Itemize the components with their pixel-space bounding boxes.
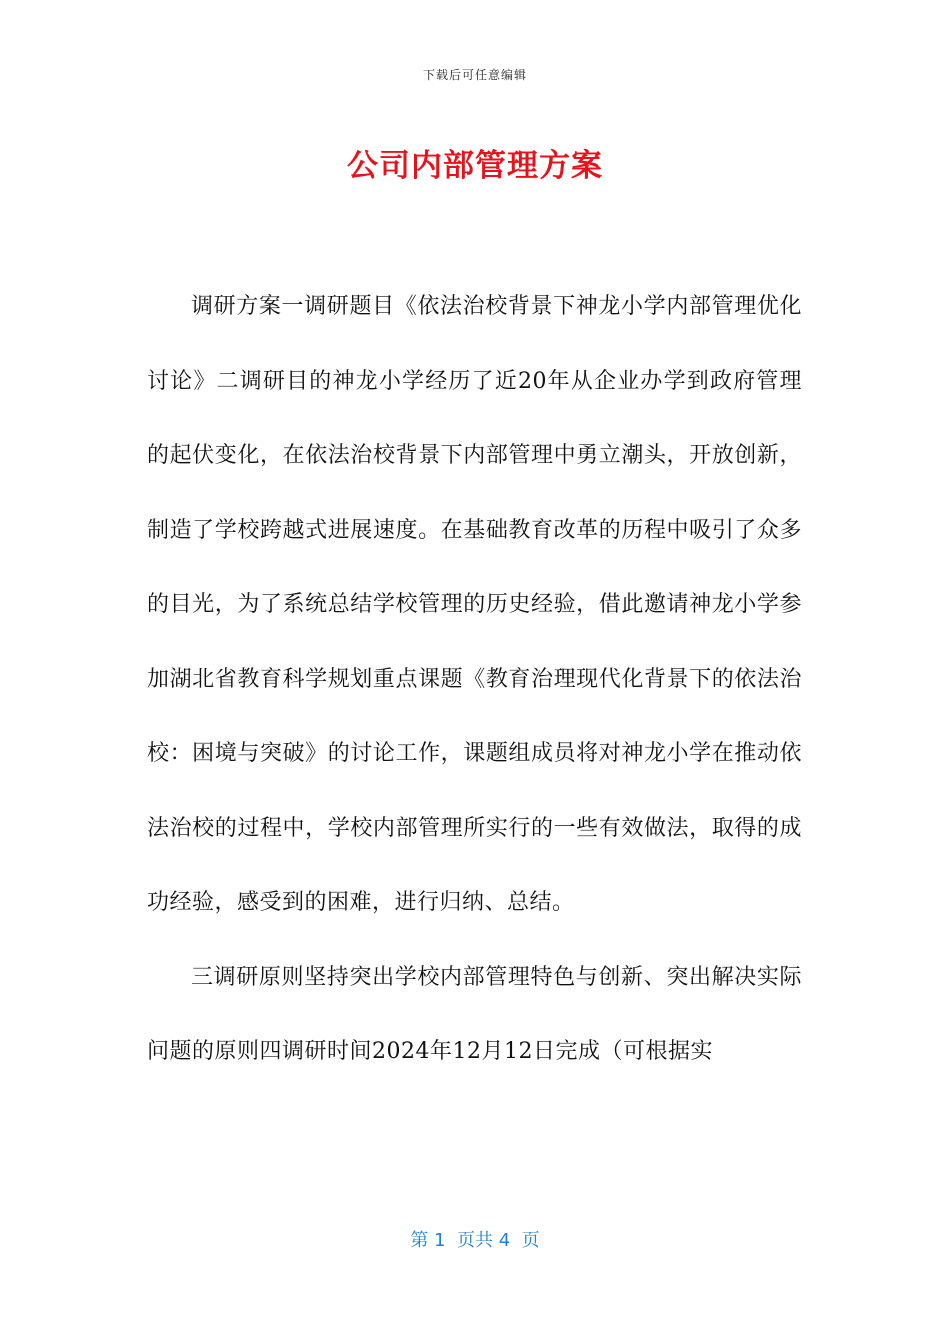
header-note: 下载后可任意编辑	[422, 68, 527, 82]
page-number-footer: 第 1 页共 4 页	[410, 1230, 540, 1251]
document-title: 公司内部管理方案	[347, 148, 603, 184]
paragraph: 调研方案一调研题目《依法治校背景下神龙小学内部管理优化讨论》二调研目的神龙小学经历了近20年从企业办学到政府管理的起伏变化，在依法治校背景下内部管理中勇立潮头，开放创新，制造了学校跨越式进展速度。在基础教育改革的历程中吸引了众多的目光，为了系统总结学校管理的历史经验，借此邀请神龙小学参加湖北省教育科学规划重点课题《教育治理现代化背景下的依法治校：困境与突破》的讨论工作，课题组成员将对神龙小学在推动依法治校的过程中，学校内部管理所实行的一些有效做法，取得的成功经验，感受到的困难，进行归纳、总结。	[147, 294, 802, 915]
document-body	[147, 270, 802, 1090]
paragraph: 三调研原则坚持突出学校内部管理特色与创新、突出解决实际问题的原则四调研时间2024年12月12日完成（可根据实	[147, 964, 802, 1064]
